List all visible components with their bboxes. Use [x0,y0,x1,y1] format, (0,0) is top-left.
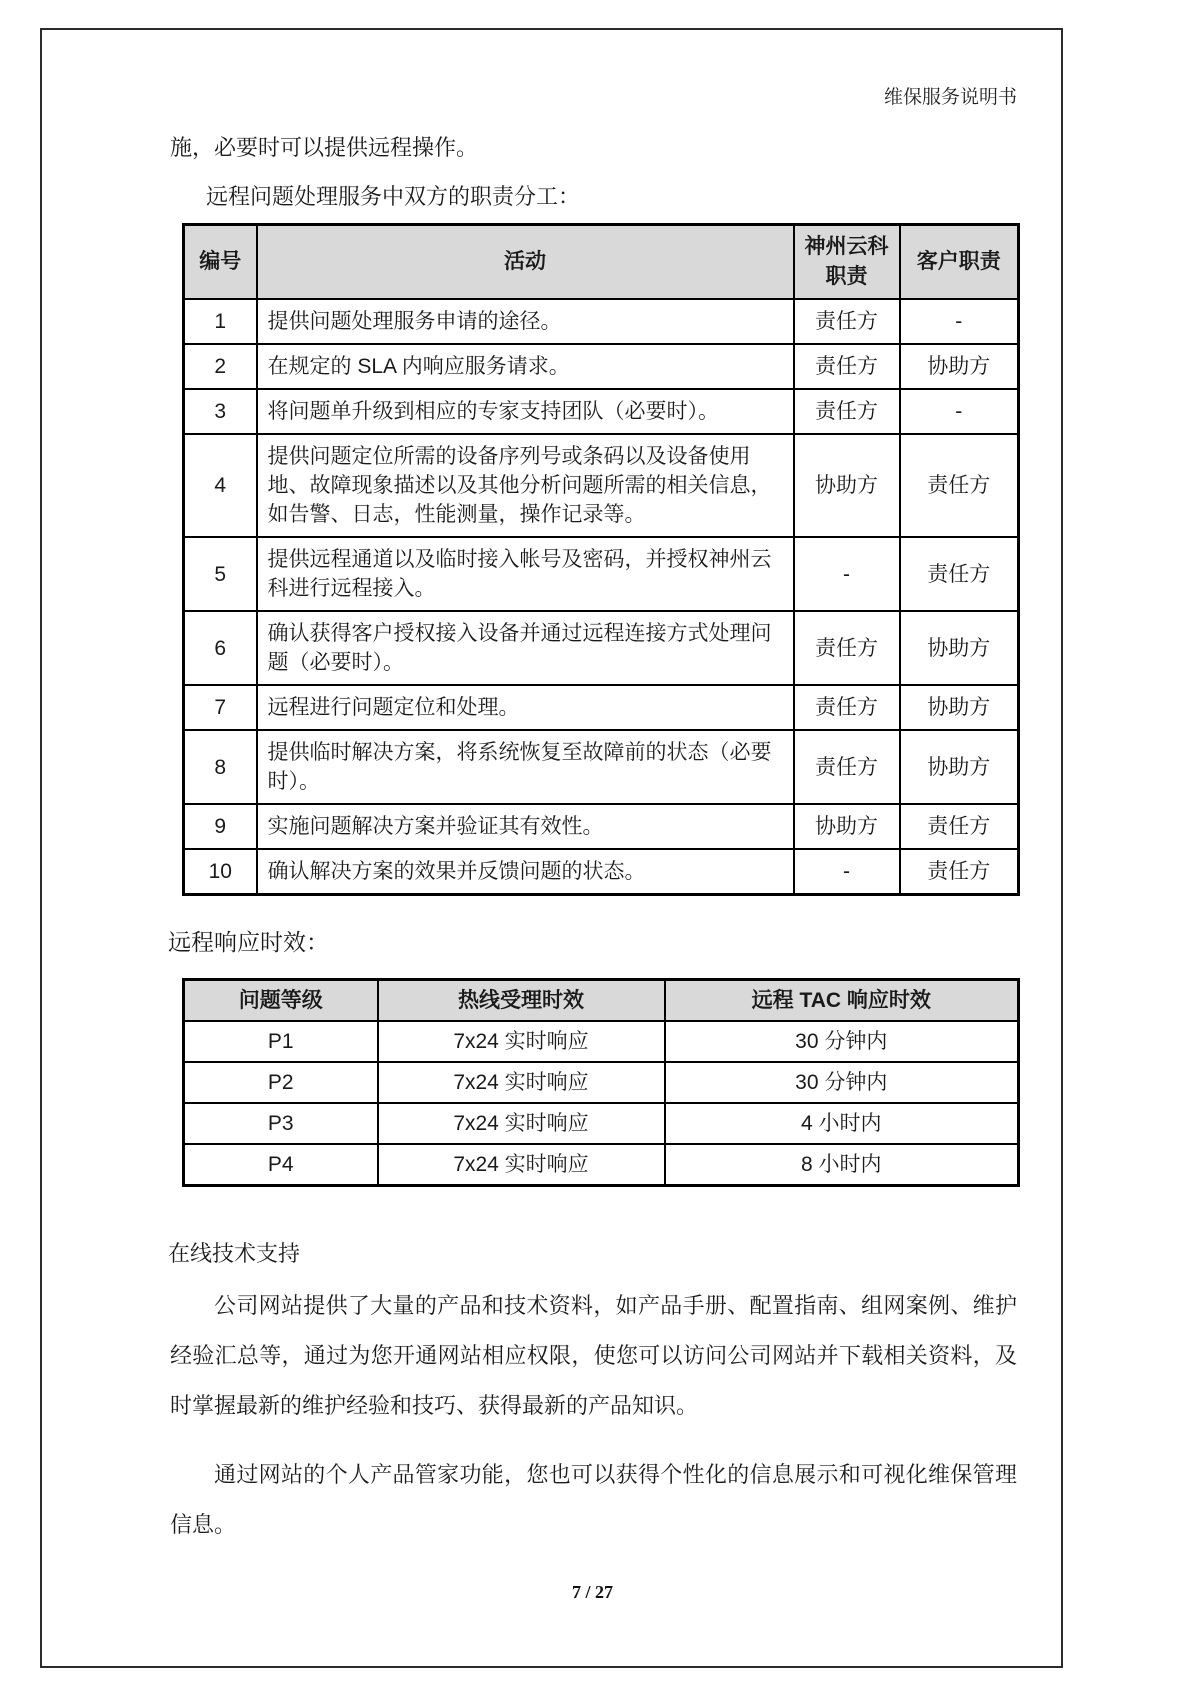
table-row [184,611,1019,685]
row-no-cell: 4 [184,434,257,537]
paragraph-continuation: 施，必要时可以提供远程操作。 [170,135,479,160]
header-provider-role: 神州云科职责 [794,225,900,300]
response-time-section-title: 远程响应时效： [168,929,329,955]
response-time-table [182,978,1020,1187]
customer-role-cell: 责任方 [900,849,1019,895]
table-header-row [184,225,1019,300]
provider-role-cell: 责任方 [794,730,900,804]
header-activity: 活动 [257,225,794,300]
tac-cell: 8 小时内 [665,1144,1019,1186]
level-cell: P1 [184,1021,378,1062]
activity-cell: 在规定的 SLA 内响应服务请求。 [257,344,794,389]
activity-cell: 确认获得客户授权接入设备并通过远程连接方式处理问题（必要时）。 [257,611,794,685]
table-row [184,1021,1019,1062]
provider-role-cell: 责任方 [794,389,900,434]
tac-cell: 30 分钟内 [665,1021,1019,1062]
header-problem-level: 问题等级 [184,980,378,1022]
customer-role-cell: 协助方 [900,730,1019,804]
customer-role-cell: 协助方 [900,344,1019,389]
provider-role-cell: - [794,537,900,611]
customer-role-cell: - [900,299,1019,344]
online-support-heading: 在线技术支持 [168,1241,301,1266]
hotline-cell: 7x24 实时响应 [378,1144,665,1186]
customer-role-cell: 协助方 [900,611,1019,685]
table-row [184,685,1019,730]
customer-role-cell: 协助方 [900,685,1019,730]
table-row [184,299,1019,344]
table-row [184,434,1019,537]
level-cell: P4 [184,1144,378,1186]
header-customer-role: 客户职责 [900,225,1019,300]
table-header-row [184,980,1019,1022]
level-cell: P2 [184,1062,378,1103]
activity-cell: 提供临时解决方案，将系统恢复至故障前的状态（必要时）。 [257,730,794,804]
provider-role-cell: - [794,849,900,895]
tac-cell: 4 小时内 [665,1103,1019,1144]
online-support-paragraph-1: 公司网站提供了大量的产品和技术资料，如产品手册、配置指南、组网案例、维护经验汇总等，通过为您开通网站相应权限，使您可以访问公司网站并下载相关资料，及时掌握最新的维护经验和技巧、获得最新的产品知识。 [170,1293,1017,1418]
row-no-cell: 3 [184,389,257,434]
activity-cell: 确认解决方案的效果并反馈问题的状态。 [257,849,794,895]
tac-cell: 30 分钟内 [665,1062,1019,1103]
row-no-cell: 1 [184,299,257,344]
page-number: 7 / 27 [571,1582,613,1602]
page-header-title: 维保服务说明书 [883,87,1017,108]
hotline-cell: 7x24 实时响应 [378,1062,665,1103]
activity-cell: 提供问题处理服务申请的途径。 [257,299,794,344]
table-row [184,804,1019,849]
customer-role-cell: 责任方 [900,804,1019,849]
activity-cell: 提供问题定位所需的设备序列号或条码以及设备使用地、故障现象描述以及其他分析问题所需的相关信息，如告警、日志，性能测量，操作记录等。 [257,434,794,537]
row-no-cell: 10 [184,849,257,895]
row-no-cell: 6 [184,611,257,685]
row-no-cell: 8 [184,730,257,804]
table-row [184,1062,1019,1103]
table-intro-line: 远程问题处理服务中双方的职责分工： [206,184,581,209]
table-row [184,389,1019,434]
responsibility-table [182,223,1020,896]
table-row [184,1103,1019,1144]
table-row [184,344,1019,389]
customer-role-cell: 责任方 [900,434,1019,537]
activity-cell: 实施问题解决方案并验证其有效性。 [257,804,794,849]
table-row [184,1144,1019,1186]
row-no-cell: 7 [184,685,257,730]
online-support-paragraph-2: 通过网站的个人产品管家功能，您也可以获得个性化的信息展示和可视化维保管理信息。 [170,1462,1017,1537]
level-cell: P3 [184,1103,378,1144]
provider-role-cell: 责任方 [794,685,900,730]
hotline-cell: 7x24 实时响应 [378,1103,665,1144]
header-no: 编号 [184,225,257,300]
hotline-cell: 7x24 实时响应 [378,1021,665,1062]
table-row [184,537,1019,611]
provider-role-cell: 协助方 [794,804,900,849]
provider-role-cell: 责任方 [794,344,900,389]
row-no-cell: 9 [184,804,257,849]
header-tac-time: 远程 TAC 响应时效 [665,980,1019,1022]
activity-cell: 提供远程通道以及临时接入帐号及密码，并授权神州云科进行远程接入。 [257,537,794,611]
table-row [184,730,1019,804]
customer-role-cell: - [900,389,1019,434]
table-row [184,849,1019,895]
provider-role-cell: 协助方 [794,434,900,537]
activity-cell: 将问题单升级到相应的专家支持团队（必要时）。 [257,389,794,434]
row-no-cell: 5 [184,537,257,611]
provider-role-cell: 责任方 [794,611,900,685]
header-hotline-time: 热线受理时效 [378,980,665,1022]
row-no-cell: 2 [184,344,257,389]
provider-role-cell: 责任方 [794,299,900,344]
customer-role-cell: 责任方 [900,537,1019,611]
activity-cell: 远程进行问题定位和处理。 [257,685,794,730]
